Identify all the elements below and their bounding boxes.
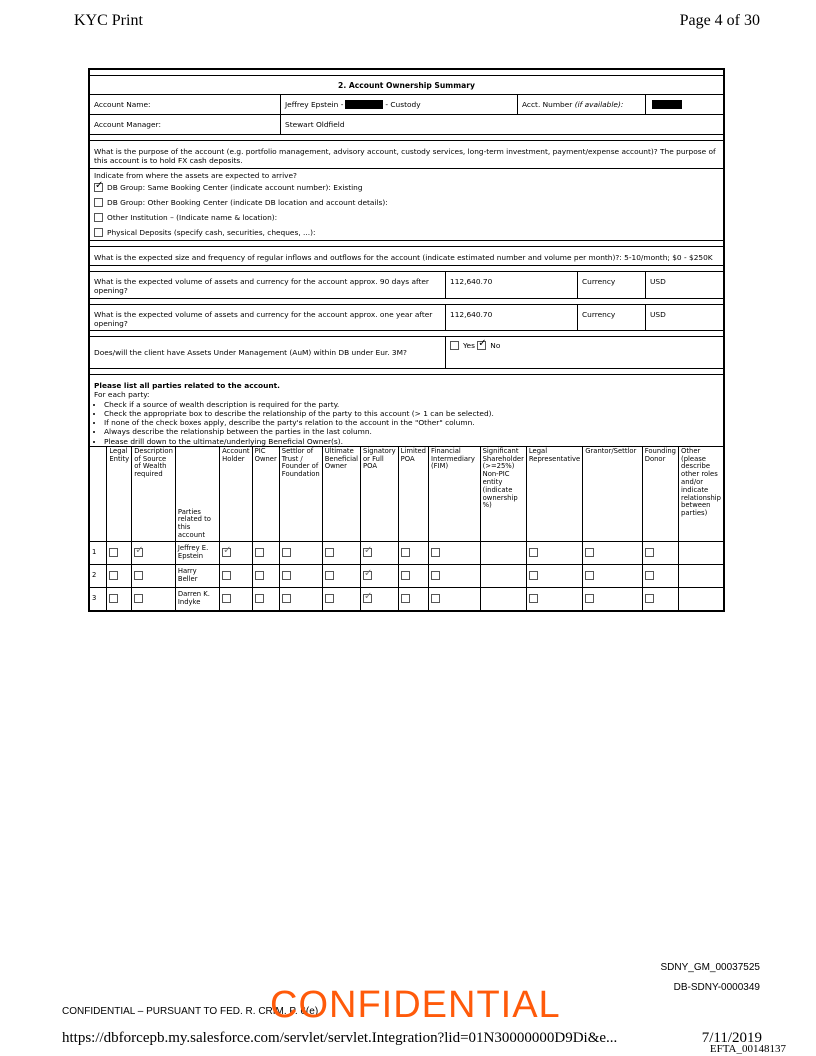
party-cell-limited-poa xyxy=(398,587,428,610)
checkbox[interactable] xyxy=(94,228,103,237)
header-title: KYC Print xyxy=(74,12,143,29)
party-number: 3 xyxy=(90,587,107,610)
col-header-ubo: Ultimate Beneficial Owner xyxy=(322,447,360,542)
col-header-fim: Financial Intermediary (FIM) xyxy=(429,447,481,542)
checkbox[interactable] xyxy=(529,548,538,557)
party-cell-pic-owner xyxy=(252,587,279,610)
bates-sdny-gm: SDNY_GM_00037525 xyxy=(660,962,760,973)
instruction-item: • Please drill down to the ultimate/underlying Beneficial Owner(s). xyxy=(104,437,719,446)
checkbox[interactable] xyxy=(255,594,264,603)
volume-1y-currency: USD xyxy=(650,309,666,319)
account-manager-row xyxy=(90,115,723,135)
redaction-box xyxy=(345,100,383,109)
party-cell-sow xyxy=(132,564,176,587)
party-cell-fim xyxy=(429,541,481,564)
checkbox[interactable] xyxy=(585,594,594,603)
origin-option-1: ✓ DB Group: Same Booking Center (indicate account number): Existing xyxy=(90,180,723,195)
acct-number-value xyxy=(646,95,723,114)
party-cell-empty xyxy=(480,564,526,587)
instruction-item: • Always describe the relationship between the parties in the last column. xyxy=(104,427,719,436)
checkbox[interactable] xyxy=(282,548,291,557)
checkbox[interactable] xyxy=(134,571,143,580)
account-manager-label: Account Manager: xyxy=(90,115,281,134)
redaction-box xyxy=(652,100,682,109)
confidential-notice: CONFIDENTIAL – PURSUANT TO FED. R. CRIM. P. 6(e) xyxy=(62,1006,319,1017)
checkbox[interactable] xyxy=(134,594,143,603)
party-cell-legal-rep xyxy=(526,541,582,564)
account-name-row xyxy=(90,95,723,115)
checkbox[interactable] xyxy=(529,594,538,603)
origin-option-2: DB Group: Other Booking Center (indicate DB location and account details): xyxy=(90,195,723,210)
account-name-label: Account Name: xyxy=(90,95,281,114)
purpose-question: What is the purpose of the account (e.g. portfolio management, advisory account, custody services, long-term investment, payment/expense account)? The purpose of this account is to hold FX cash deposits. xyxy=(90,141,723,169)
checkbox[interactable] xyxy=(431,571,440,580)
instruction-item: • Check if a source of wealth description is required for the party. xyxy=(104,400,719,409)
checkbox[interactable] xyxy=(94,183,103,192)
checkbox[interactable] xyxy=(109,548,118,557)
volume-90-row xyxy=(90,272,723,299)
print-url: https://dbforcepb.my.salesforce.com/servlet/servlet.Integration?lid=01N30000000D9Di&e... xyxy=(62,1030,618,1046)
checkbox[interactable] xyxy=(282,571,291,580)
party-cell-founding-donor xyxy=(642,587,678,610)
checkbox[interactable] xyxy=(431,548,440,557)
print-date: 7/11/2019 xyxy=(701,1030,762,1046)
checkbox[interactable] xyxy=(109,594,118,603)
yes-checkbox[interactable] xyxy=(450,341,459,350)
volume-90-question: What is the expected volume of assets and currency for the account approx. 90 days after opening? xyxy=(90,272,446,298)
party-cell-legal-entity xyxy=(107,587,132,610)
parties-subheading: For each party: xyxy=(94,390,150,400)
party-cell-settlor xyxy=(279,541,322,564)
assets-origin-question: Indicate from where the assets are expected to arrive? xyxy=(94,170,297,180)
origin-option-3: Other Institution – (Indicate name & location): xyxy=(90,210,723,225)
checkbox[interactable] xyxy=(431,594,440,603)
col-header-pic-owner: PIC Owner xyxy=(252,447,279,542)
volume-1y-currency-label: Currency xyxy=(578,305,646,331)
parties-instructions xyxy=(90,375,723,447)
col-header-grantor: Grantor/Settlor xyxy=(583,447,643,542)
volume-1y-question: What is the expected volume of assets and currency for the account approx. one year after opening? xyxy=(90,305,446,331)
party-cell-empty xyxy=(679,587,723,610)
party-cell-signatory xyxy=(361,541,399,564)
checkbox[interactable] xyxy=(255,571,264,580)
checkbox[interactable] xyxy=(645,548,654,557)
party-number: 1 xyxy=(90,541,107,564)
party-cell-ubo xyxy=(322,587,360,610)
checkbox[interactable] xyxy=(94,213,103,222)
col-header-limited-poa: Limited POA xyxy=(398,447,428,542)
checkbox[interactable] xyxy=(645,571,654,580)
parties-table xyxy=(90,447,723,610)
aum-question: Does/will the client have Assets Under Management (AuM) within DB under Eur. 3M? xyxy=(90,337,446,368)
checkbox[interactable] xyxy=(255,548,264,557)
party-cell-legal-entity xyxy=(107,541,132,564)
account-manager-value: Stewart Oldfield xyxy=(285,119,345,129)
col-header-legal-entity: Legal Entity xyxy=(107,447,132,542)
section-title: 2. Account Ownership Summary xyxy=(90,76,723,95)
efta-number: EFTA_00148137 xyxy=(709,1043,786,1055)
assets-origin xyxy=(90,169,723,241)
checkbox[interactable] xyxy=(325,548,334,557)
party-cell-pic-owner xyxy=(252,541,279,564)
checkbox[interactable] xyxy=(363,594,372,603)
party-row xyxy=(90,587,723,610)
aum-answer: Yes ✓ No xyxy=(446,337,723,368)
volume-90-currency: USD xyxy=(650,277,666,286)
party-cell-grantor xyxy=(583,564,643,587)
col-header-legal-rep: Legal Representative xyxy=(526,447,582,542)
checkbox[interactable] xyxy=(222,594,231,603)
party-cell-ubo xyxy=(322,541,360,564)
checkbox[interactable] xyxy=(134,548,143,557)
checkbox[interactable] xyxy=(325,594,334,603)
aum-row xyxy=(90,337,723,369)
party-row xyxy=(90,564,723,587)
party-cell-empty xyxy=(679,541,723,564)
bates-db-sdny: DB-SDNY-0000349 xyxy=(673,982,760,993)
no-checkbox[interactable] xyxy=(477,341,486,350)
checkbox[interactable] xyxy=(363,571,372,580)
checkbox[interactable] xyxy=(282,594,291,603)
party-cell-account-holder xyxy=(220,541,252,564)
party-cell-grantor xyxy=(583,587,643,610)
flows-question: What is the expected size and frequency of regular inflows and outflows for the account (indicate estimated number and volume per month)?: 5-10/month; $0 - $250K xyxy=(90,247,723,266)
kyc-form xyxy=(88,68,725,612)
party-cell-founding-donor xyxy=(642,541,678,564)
instruction-item: • Check the appropriate box to describe the relationship of the party to this account (> 1 can be selected). xyxy=(104,409,719,418)
checkbox[interactable] xyxy=(94,198,103,207)
party-name: Darren K. Indyke xyxy=(175,587,219,610)
checkbox[interactable] xyxy=(585,571,594,580)
volume-1y-amount: 112,640.70 xyxy=(446,305,578,331)
col-header-other: Other (please describe other roles and/or indicate relationship between parties) xyxy=(679,447,723,542)
party-cell-settlor xyxy=(279,587,322,610)
party-cell-founding-donor xyxy=(642,564,678,587)
checkbox[interactable] xyxy=(585,548,594,557)
col-header-source-of-wealth: Description of Source of Wealth required xyxy=(132,447,176,542)
col-header-num xyxy=(90,447,107,542)
instruction-item: • If none of the check boxes apply, describe the party's relation to the account in the "Other" column. xyxy=(104,418,719,427)
party-row xyxy=(90,541,723,564)
col-header-account-holder: Account Holder xyxy=(220,447,252,542)
col-header-settlor: Settlor of Trust / Founder of Foundation xyxy=(279,447,322,542)
origin-option-4: Physical Deposits (specify cash, securities, cheques, ...): xyxy=(90,225,723,240)
party-cell-settlor xyxy=(279,564,322,587)
checkbox[interactable] xyxy=(222,571,231,580)
volume-90-currency-label: Currency xyxy=(578,272,646,298)
checkbox[interactable] xyxy=(325,571,334,580)
checkbox[interactable] xyxy=(109,571,118,580)
parties-heading: Please list all parties related to the account. xyxy=(94,381,280,390)
checkbox[interactable] xyxy=(222,548,231,557)
party-name: Jeffrey E. Epstein xyxy=(175,541,219,564)
party-name: Harry Beller xyxy=(175,564,219,587)
party-cell-fim xyxy=(429,564,481,587)
party-cell-fim xyxy=(429,587,481,610)
party-cell-sow xyxy=(132,587,176,610)
instruction-list xyxy=(94,400,719,446)
checkbox[interactable] xyxy=(401,571,410,580)
party-number: 2 xyxy=(90,564,107,587)
checkbox[interactable] xyxy=(401,548,410,557)
party-cell-account-holder xyxy=(220,587,252,610)
party-cell-signatory xyxy=(361,587,399,610)
confidential-stamp: CONFIDENTIAL xyxy=(270,984,561,1026)
col-header-parties: Parties related to this account xyxy=(175,447,219,542)
parties-header-row xyxy=(90,447,723,542)
party-cell-empty xyxy=(679,564,723,587)
party-cell-account-holder xyxy=(220,564,252,587)
page-number: Page 4 of 30 xyxy=(679,12,760,29)
party-cell-grantor xyxy=(583,541,643,564)
volume-90-amount: 112,640.70 xyxy=(446,272,578,298)
bates-numbers xyxy=(660,958,760,998)
party-cell-sow xyxy=(132,541,176,564)
checkbox[interactable] xyxy=(645,594,654,603)
party-cell-pic-owner xyxy=(252,564,279,587)
col-header-founding-donor: Founding Donor xyxy=(642,447,678,542)
party-cell-legal-rep xyxy=(526,564,582,587)
checkbox[interactable] xyxy=(401,594,410,603)
party-cell-limited-poa xyxy=(398,564,428,587)
volume-1y-row xyxy=(90,305,723,332)
col-header-shareholder: Significant Shareholder (>=25%) Non-PIC entity (indicate ownership %) xyxy=(480,447,526,542)
party-cell-limited-poa xyxy=(398,541,428,564)
checkbox[interactable] xyxy=(363,548,372,557)
party-cell-empty xyxy=(480,587,526,610)
party-cell-empty xyxy=(480,541,526,564)
party-cell-legal-rep xyxy=(526,587,582,610)
party-cell-ubo xyxy=(322,564,360,587)
checkbox[interactable] xyxy=(529,571,538,580)
party-cell-legal-entity xyxy=(107,564,132,587)
acct-number-label: Acct. Number (if available): xyxy=(518,95,646,114)
account-name-value: Jeffrey Epstein - - Custody xyxy=(281,95,518,114)
party-cell-signatory xyxy=(361,564,399,587)
col-header-signatory: Signatory or Full POA xyxy=(361,447,399,542)
